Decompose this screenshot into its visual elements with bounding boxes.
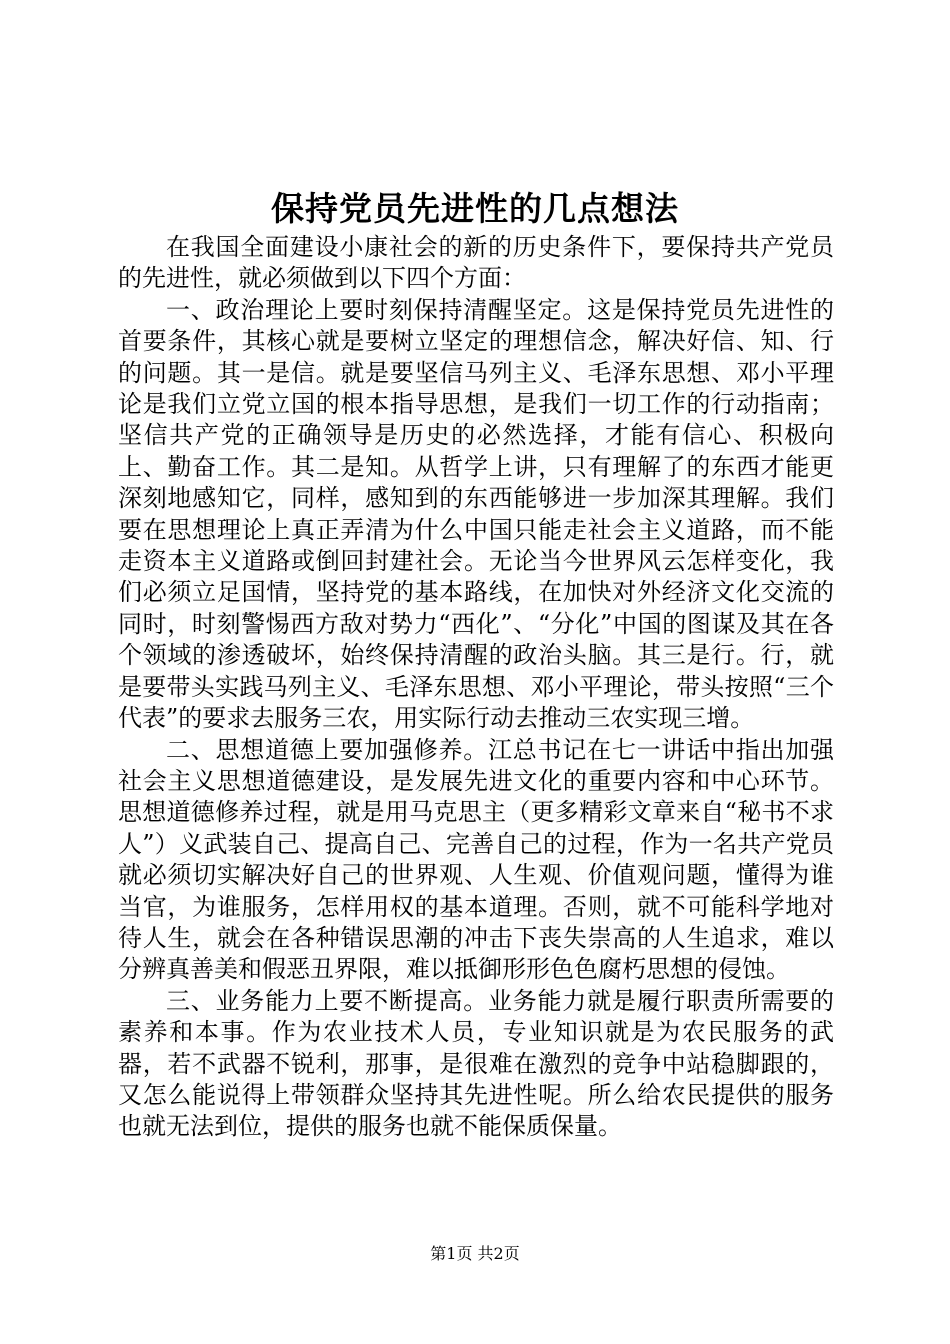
- document-title: 保持党员先进性的几点想法: [271, 189, 679, 228]
- section-one-paragraph: 一、政治理论上要时刻保持清醒坚定。这是保持党员先进性的首要条件，其核心就是要树立坚定的理想信念，解决好信、知、行的问题。其一是信。就是要坚信马列主义、毛泽东思想、邓小平理论是我们立党立国的根本指导思想，是我们一切工作的行动指南；坚信共产党的正确领导是历史的必然选择，才能有信心、积极向上、勤奋工作。其二是知。从哲学上讲，只有理解了的东西才能更深刻地感知它，同样，感知到的东西能够进一步加深其理解。我们要在思想理论上真正弄清为什么中国只能走社会主义道路，而不能走资本主义道路或倒回封建社会。无论当今世界风云怎样变化，我们必须立足国情，坚持党的基本路线，在加快对外经济文化交流的同时，时刻警惕西方敌对势力“西化”、“分化”中国的图谋及其在各个领域的渗透破坏，始终保持清醒的政治头脑。其三是行。行，就是要带头实践马列主义、毛泽东思想、邓小平理论，带头按照“三个代表”的要求去服务三农，用实际行动去推动三农实现三增。: [118, 295, 834, 733]
- section-two-paragraph: 二、思想道德上要加强修养。江总书记在七一讲话中指出加强社会主义思想道德建设，是发展先进文化的重要内容和中心环节。思想道德修养过程，就是用马克思主（更多精彩文章来自“秘书不求人”）义武装自己、提高自己、完善自己的过程，作为一名共产党员就必须切实解决好自己的世界观、人生观、价值观问题，懂得为谁当官，为谁服务，怎样用权的基本道理。否则，就不可能科学地对待人生，就会在各种错误思潮的冲击下丧失崇高的人生追求，难以分辨真善美和假恶丑界限，难以抵御形形色色腐朽思想的侵蚀。: [118, 735, 834, 984]
- page-number-footer: 第1页 共2页: [430, 1244, 520, 1263]
- document-body: [118, 232, 834, 1143]
- intro-paragraph: 在我国全面建设小康社会的新的历史条件下，要保持共产党员的先进性，就必须做到以下四个方面：: [118, 233, 834, 293]
- section-three-paragraph: 三、业务能力上要不断提高。业务能力就是履行职责所需要的素养和本事。作为农业技术人员，专业知识就是为农民服务的武器，若不武器不锐利，那事，是很难在激烈的竞争中站稳脚跟的，又怎么能说得上带领群众坚持其先进性呢。所么给农民提供的服务也就无法到位，提供的服务也就不能保质保量。: [118, 986, 834, 1141]
